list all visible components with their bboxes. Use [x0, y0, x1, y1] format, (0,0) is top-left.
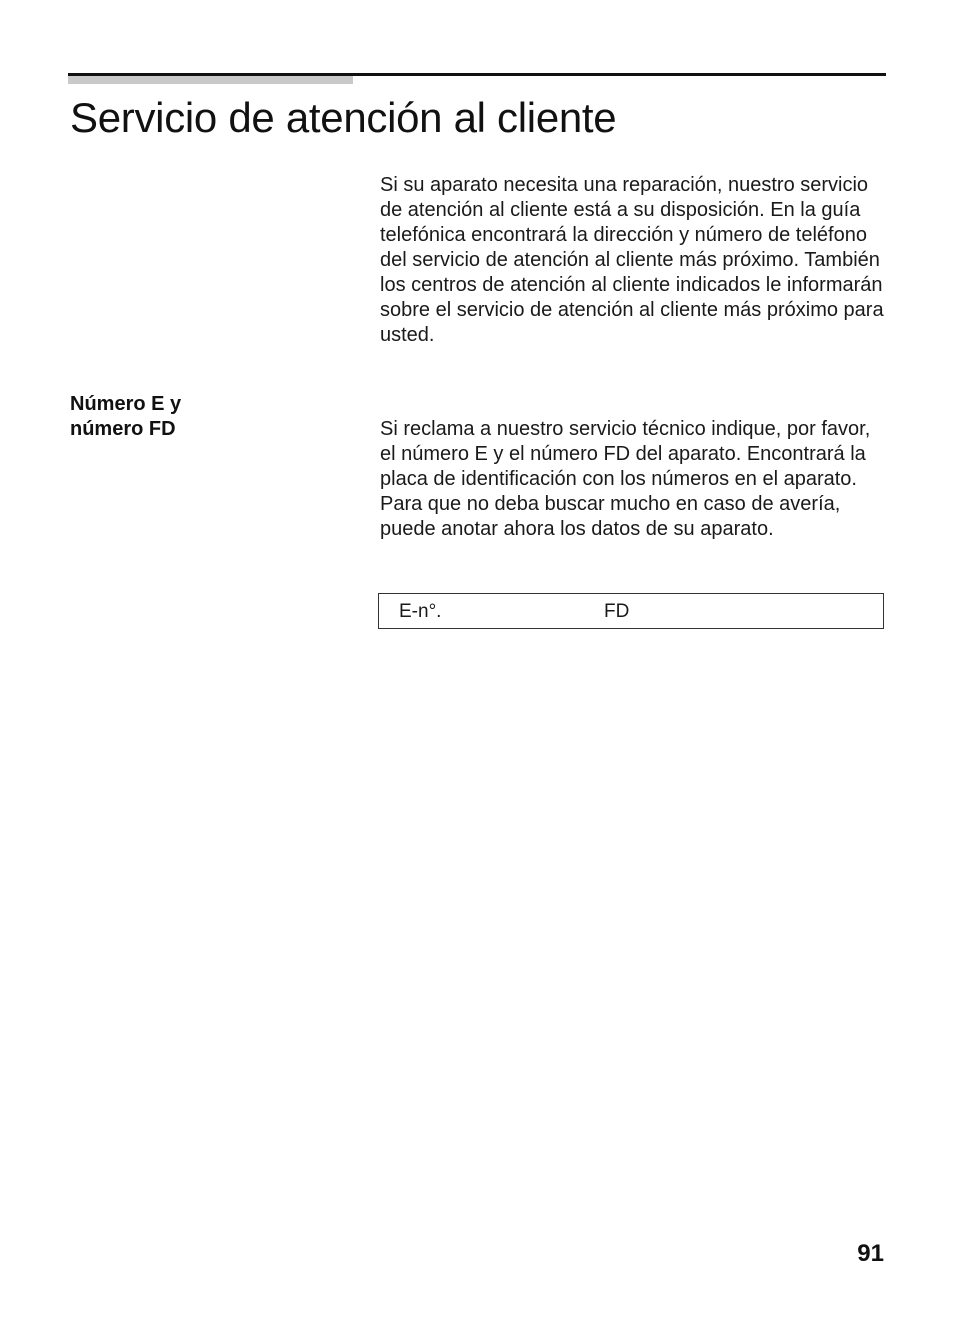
- fd-number-label: FD: [604, 601, 630, 622]
- header-rule-accent: [68, 76, 353, 84]
- section-heading: [70, 392, 270, 442]
- page-title: Servicio de atención al cliente: [70, 94, 617, 141]
- page-number: 91: [857, 1240, 884, 1267]
- e-number-label: E-n°.: [399, 601, 442, 622]
- appliance-data-box: [378, 593, 884, 629]
- section-heading-line-2: número FD: [70, 418, 176, 440]
- section-heading-line-1: Número E y: [70, 393, 182, 415]
- header-rule: [68, 73, 886, 76]
- intro-paragraph: Si su aparato necesita una reparación, nuestro servicio de atención al cliente está a su disposición. En la guía telefónica encontrará la dirección y número de teléfono del servicio de atención al cliente más próximo. También los centros de atención al cliente indicados le informarán sobre el servicio de atención al cliente más próximo para usted.: [380, 174, 884, 346]
- section-body: Si reclama a nuestro servicio técnico indique, por favor, el número E y el número FD del aparato. Encontrará la placa de identificación con los números en el aparato. Para que no deba buscar mucho en caso de avería, puede anotar ahora los datos de su aparato.: [380, 418, 871, 540]
